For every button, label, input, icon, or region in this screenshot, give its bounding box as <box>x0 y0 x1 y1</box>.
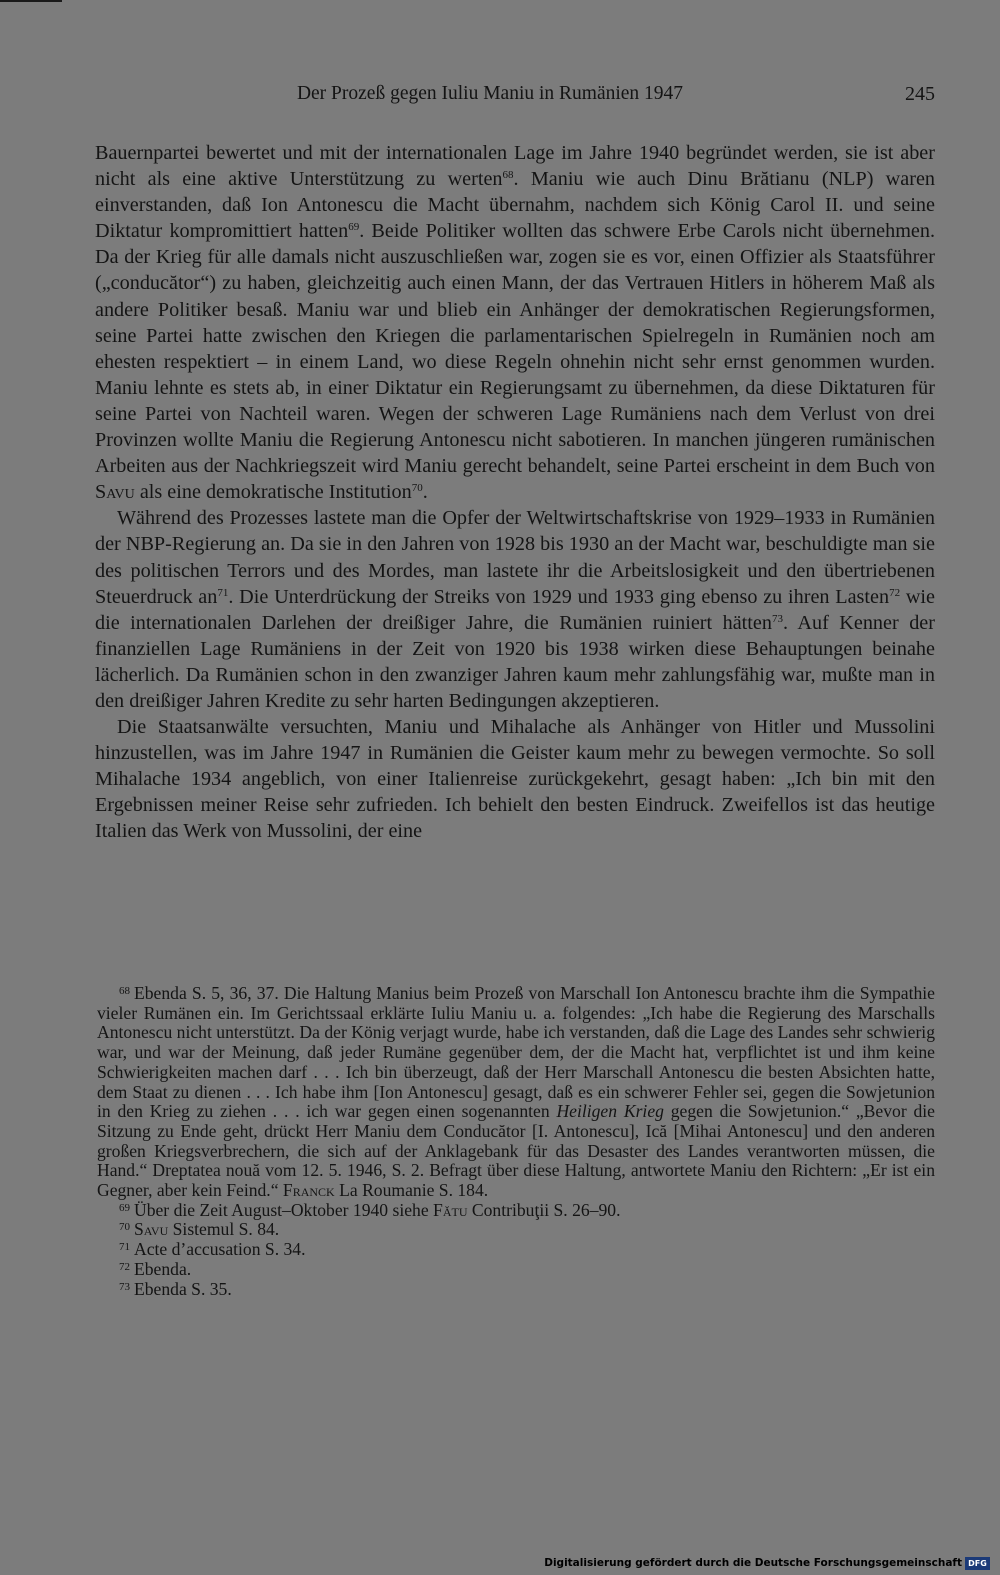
footnote-number: 73 <box>119 1280 130 1293</box>
paragraph <box>95 714 935 844</box>
footnote-ref: 69 <box>348 221 360 234</box>
text-run: Die Staatsanwälte versuchten, Maniu und Mihalache als Anhänger von Hitler und Mussolini hinzustellen, was im Jahre 1947 in Rumänien die Geister kaum mehr zu bewegen vermochte. So soll Mihalache 1934 angeblich, von einer Italienreise zurückgekehrt, gesagt haben: „Ich bin mit den Ergebnissen meiner Reise sehr zufrieden. Ich behielt den besten Eindruck. Zweifellos ist das heutige Italien das Werk von Mussolini, der eine <box>95 716 935 843</box>
text-run: Ebenda S. 35. <box>134 1278 232 1299</box>
body-text <box>95 140 935 845</box>
footnote-number: 71 <box>119 1241 130 1254</box>
footnote-number: 70 <box>119 1221 130 1234</box>
text-run: . <box>422 481 428 504</box>
text-run: Bauernpartei bewertet und mit der internationalen Lage im Jahre 1940 begründet werden, sie ist aber nicht als eine aktive Unterstützung zu werten <box>95 142 935 191</box>
footnote <box>97 1201 935 1221</box>
footnote-ref: 72 <box>889 586 901 599</box>
footnote <box>97 1260 935 1280</box>
text-run: wie die internationalen Darlehen der dreißiger Jahre, die Rumänien ruiniert hätten <box>95 585 935 634</box>
text-run: Sistemul S. 84. <box>168 1219 280 1240</box>
footnote <box>97 1280 935 1300</box>
paragraph <box>95 505 935 714</box>
text-run: als eine demokratische Institution <box>134 481 412 504</box>
text-run: La Roumanie S. 184. <box>334 1180 489 1201</box>
author-name: Franck <box>282 1180 335 1201</box>
footnote-number: 72 <box>119 1260 130 1273</box>
text-run: Contribuţii S. 26–90. <box>467 1199 621 1220</box>
text-run: Ebenda. <box>134 1258 192 1279</box>
footnote-ref: 71 <box>217 586 229 599</box>
author-name: Savu <box>95 481 135 504</box>
dfg-logo-icon: DFG <box>965 1557 990 1570</box>
footnotes <box>97 984 935 1299</box>
text-run: Über die Zeit August–Oktober 1940 siehe <box>134 1199 434 1220</box>
text-run: Acte d’accusation S. 34. <box>134 1239 306 1260</box>
footnote-ref: 73 <box>771 612 783 625</box>
text-run: . Die Unterdrückung der Streiks von 1929 und 1933 ging ebenso zu ihren Lasten <box>228 585 890 608</box>
footnote <box>97 984 935 1201</box>
running-title: Der Prozeß gegen Iuliu Maniu in Rumänien 1947 <box>296 83 684 104</box>
footnote-number: 68 <box>119 985 130 997</box>
author-name: Fătu <box>433 1199 468 1220</box>
text-run: . Beide Politiker wollten das schwere Erbe Carols nicht übernehmen. Da der Krieg für alle damals nicht auszuschließen war, zogen sie es vor, einen Offizier als Staatsführer („conducător“) zu haben, gleichzeitig auch einen Mann, der das Vertrauen Hitlers in höherem Maß als andere Politiker besaß. Maniu war und blieb ein Anhänger der demokratischen Regierungsformen, seine Partei hatte zwischen den Kriegen die parlamentarischen Spielregeln in Rumänien noch am ehesten respektiert – in einem Land, wo diese Regeln ohnehin nicht sehr ernst genommen wurden. Maniu lehnte es stets ab, in einer Diktatur ein Regierungsamt zu übernehmen, da diese Diktaturen für seine Partei von Nachteil waren. Wegen der schweren Lage Rumäniens nach dem Verlust von drei Provinzen wollte Maniu die Regierung Antonescu nicht sabotieren. In manchen jüngeren rumänischen Arbeiten aus der Nachkriegszeit wird Maniu gerecht behandelt, seine Partei erscheint in dem Buch von <box>95 220 935 478</box>
text-run: Ebenda S. 5, 36, 37. Die Haltung Manius beim Prozeß von Marschall Ion Antonescu brachte ihm die Sympathie vieler Rumänen ein. Im Gerichtssaal erklärte Iuliu Maniu u. a. folgendes: „Ich habe die Regierung des Marschalls Antonescu nicht unterstützt. Da der König verjagt wurde, habe ich verstanden, daß die Lage des Landes sehr schwierig war, und war der Meinung, daß jeder Rumäne gegenüber dem, der die Macht hat, verpflichtet ist und ihm keine Schwierigkeiten machen darf . . . Ich bin überzeugt, daß der Herr Marschall Antonescu die besten Absichten hatte, dem Staat zu dienen . . . Ich habe ihm [Ion Antonescu] gesagt, daß es ein schwerer Fehler sei, gegen die Sowjetunion in den Krieg zu ziehen . . . ich war gegen einen sogenannten <box>97 983 935 1122</box>
italic-phrase: Heiligen Krieg <box>556 1101 664 1122</box>
footnote <box>97 1240 935 1260</box>
digitization-credit: Digitalisierung gefördert durch die Deutsche Forschungsgemeinschaft <box>544 1557 962 1569</box>
text-run: . Auf Kenner der finanziellen Lage Rumäniens in der Zeit von 1920 bis 1938 wirken diese Behauptungen beinahe lächerlich. Da Rumänien schon in den zwanziger Jahren kaum mehr zahlungsfähig war, mußte man in den dreißiger Jahren Kredite zu sehr harten Bedingungen akzeptieren. <box>95 611 935 712</box>
text-run: . Maniu wie auch Dinu Brătianu (NLP) waren einverstanden, daß Ion Antonescu die Macht übernahm, nachdem sich König Carol II. und seine Diktatur kompromittiert hatten <box>95 168 936 243</box>
paragraph <box>95 140 935 505</box>
top-edge-rule <box>0 0 62 2</box>
footnote <box>97 1220 935 1240</box>
footnote-number: 69 <box>119 1201 130 1214</box>
page-header <box>95 83 935 113</box>
footnote-ref: 68 <box>502 169 514 182</box>
text-run: Während des Prozesses lastete man die Opfer der Weltwirtschaftskrise von 1929–1933 in Rumänien der NBP-Regierung an. Da sie in den Jahren von 1928 bis 1930 an der Macht war, beschuldigte man sie des politischen Terrors und des Mordes, man lastete ihr die Arbeitslosigkeit und den übertriebenen Steuerdruck an <box>95 507 935 608</box>
page-number: 245 <box>905 83 935 105</box>
footnote-ref: 70 <box>411 482 423 495</box>
text-run: gegen die Sowjetunion.“ „Bevor die Sitzung zu Ende geht, drückt Herr Maniu dem Conducător [I. Antonescu], Ică [Mihai Antonescu] und den anderen großen Kriegsverbrechern, die sich auf der Anklagebank für das Desaster des Landes verantworten müssen, die Hand.“ Dreptatea nouă vom 12. 5. 1946, S. 2. Befragt über diese Haltung, antwortete Maniu den Richtern: „Er ist ein Gegner, aber kein Feind.“ <box>97 1101 935 1201</box>
author-name: Savu <box>134 1219 169 1240</box>
